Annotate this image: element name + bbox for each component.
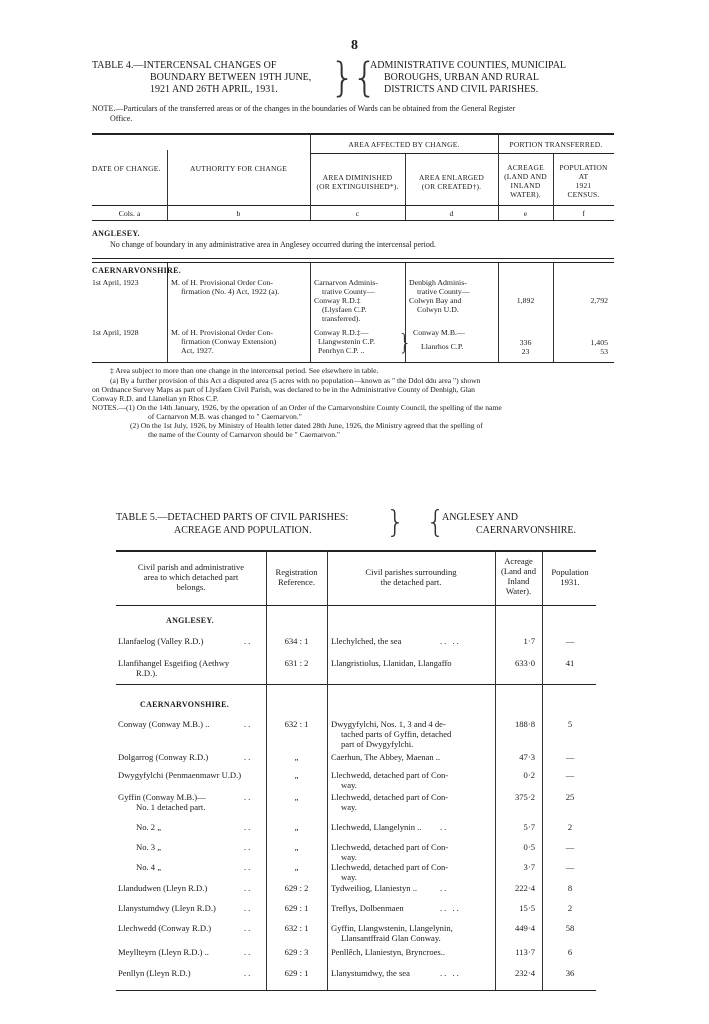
header-text: (OR EXTINGUISHED*).: [316, 182, 399, 191]
table4-divider: [310, 263, 311, 362]
table-row-acreage: 3·7: [523, 862, 535, 872]
header-text: WATER).: [510, 190, 541, 199]
header-civil-parish: [116, 562, 266, 592]
table-row-registration: „: [294, 842, 299, 852]
leader-dots: ..: [244, 947, 253, 957]
cell-line: Conway (Conway M.B.) ..: [118, 719, 210, 729]
cell-line: 53: [600, 347, 608, 356]
table-row-surrounding: [331, 883, 493, 893]
header-text: Water).: [505, 586, 532, 596]
table5-title-line2: ACREAGE AND POPULATION.: [174, 525, 312, 536]
cell-line: way.: [341, 872, 357, 882]
header-date-of-change: DATE OF CHANGE.: [92, 164, 161, 173]
table-row-surrounding: [331, 923, 493, 943]
cell-line: transferred).: [322, 314, 361, 323]
cell-line: Tydweiliog, Llaniestyn ..: [331, 883, 418, 893]
header-text: INLAND: [510, 181, 541, 190]
table-row-population: 41: [565, 658, 575, 668]
cell-line: Llangwstenin C.P.: [318, 337, 375, 346]
cell-line: Llansantffraid Glan Conway.: [341, 933, 441, 943]
table5-top-rule: [116, 550, 596, 552]
table5-section-caernarvonshire: CAERNARVONSHIRE.: [140, 700, 230, 709]
table-row-population: —: [565, 752, 575, 762]
leader-dots: ..: [244, 636, 253, 646]
table4-anglesey-rule: [92, 258, 614, 259]
header-text: Inland: [507, 576, 530, 586]
row1-acreage: 1,892: [516, 296, 535, 305]
cell-line: Caerhun, The Abbey, Maenan ..: [331, 752, 441, 762]
header-text: Reference.: [278, 577, 315, 587]
cell-line: Colwyn U.D.: [417, 305, 459, 314]
table-row-population: 5: [567, 719, 573, 729]
table-row-parish: [118, 923, 264, 933]
section-anglesey: ANGLESEY.: [92, 229, 140, 238]
cell-line: 336: [519, 338, 532, 347]
header-text: the detached part.: [380, 577, 442, 587]
cell-line: Llechwedd, detached part of Con-: [331, 792, 449, 802]
row2-diminished: [314, 328, 404, 355]
cell-line: Conway M.B.—: [413, 328, 465, 337]
header-registration: [266, 567, 327, 587]
table-row-acreage: 188·8: [514, 719, 535, 729]
cell-line: Treflys, Dolbenmaen: [331, 903, 404, 913]
note-2-cont: the name of the County of Carnarvon should be " Caernarvon.": [148, 430, 340, 439]
header-text: Acreage: [504, 556, 533, 566]
header-acreage: [498, 163, 553, 199]
cell-line: Llechwedd, detached part of Con-: [331, 842, 449, 852]
header-acreage: [495, 556, 542, 596]
table-row-registration: 632 : 1: [284, 719, 309, 729]
row1-date: 1st April, 1923: [92, 278, 139, 287]
cell-line: Llandudwen (Lleyn R.D.): [118, 883, 208, 893]
note-1: NOTES.—(1) On the 14th January, 1926, by the operation of an Order of the Carnarvonshire County Council, the spelling of the name: [92, 403, 502, 412]
table5-header-rule: [116, 605, 596, 606]
table-row-population: 2: [567, 822, 573, 832]
header-text: (LAND AND: [504, 172, 547, 181]
cell-line: Meyllteyrn (Lleyn R.D.) ..: [118, 947, 209, 957]
cell-line: Dwygyfylchi (Penmaenmawr U.D.): [118, 770, 242, 780]
table-row-population: 25: [565, 792, 575, 802]
table-row-surrounding: [331, 770, 493, 790]
table-row-acreage: 0·5: [523, 842, 535, 852]
table-row-parish: [118, 719, 264, 729]
table-row-parish: [118, 947, 264, 957]
table-row-acreage: 47·3: [519, 752, 535, 762]
table-row-acreage: 232·4: [514, 968, 535, 978]
leader-dots: ..: [244, 923, 253, 933]
table4-title-line2: BOUNDARY BETWEEN 19TH JUNE,: [150, 72, 312, 83]
table-row-surrounding: [331, 658, 493, 668]
cell-line: Llanfihangel Esgeifiog (Aethwy: [118, 658, 230, 668]
cell-line: Llechwedd, detached part of Con-: [331, 770, 449, 780]
table-row-surrounding: [331, 792, 493, 812]
table-row-registration: 629 : 3: [284, 947, 309, 957]
header-text: (OR CREATED†).: [421, 182, 482, 191]
leader-dots: ..: [440, 883, 449, 893]
table4-subtitle-line3: DISTRICTS AND CIVIL PARISHES.: [384, 84, 539, 95]
table-row-acreage: 113·7: [515, 947, 535, 957]
cell-line: Gyffin (Conway M.B.)—: [118, 792, 206, 802]
leader-dots: ..: [244, 752, 253, 762]
cell-line: Llanystumdwy (Lleyn R.D.): [118, 903, 216, 913]
col-label-b: b: [236, 209, 241, 218]
cell-line: Llechwedd, detached part of Con-: [331, 862, 449, 872]
note-2: (2) On the 1st July, 1926, by Ministry of Health letter dated 28th June, 1926, the Ministry agreed that the spelling of: [130, 421, 483, 430]
table-row-population: —: [565, 636, 575, 646]
cell-line: R.D.).: [136, 668, 158, 678]
table5-subtitle-line2: CAERNARVONSHIRE.: [476, 525, 577, 536]
table-row-registration: 629 : 1: [284, 903, 309, 913]
cell-line: Penllyn (Lleyn R.D.): [118, 968, 191, 978]
row2-population: [553, 338, 608, 356]
cell-line: Llechwedd, Llangelynin ..: [331, 822, 422, 832]
table5-subtitle-line1: ANGLESEY AND: [442, 512, 519, 523]
table-row-registration: „: [294, 792, 299, 802]
cell-line: Conway R.D.‡: [314, 296, 361, 305]
table4-anglesey-rule-2: [92, 262, 614, 263]
footnote-a-cont: Conway R.D. and Llanelian yn Rhos C.P.: [92, 394, 219, 403]
table-row-acreage: 0·2: [523, 770, 535, 780]
footnote-a: (a) By a further provision of this Act a disputed area (5 acres with no population—known as " the Ddol ddu area ") shown: [110, 376, 481, 385]
table4-group-rule-2: [498, 153, 614, 154]
cell-line: No. 4 „: [136, 862, 162, 872]
table-row-parish: [118, 842, 264, 852]
cell-line: firmation (Conway Extension): [181, 337, 277, 346]
header-area-enlarged: [405, 173, 498, 191]
col-label-f: f: [582, 209, 585, 218]
col-label-d: d: [449, 209, 454, 218]
table-row-surrounding: [331, 968, 493, 978]
left-brace-icon: {: [352, 55, 378, 101]
header-text: Population: [551, 567, 589, 577]
table4-header-rule: [92, 205, 614, 206]
table5-bottom-rule: [116, 990, 596, 991]
cell-line: Dwygyfylchi, Nos. 1, 3 and 4 de-: [331, 719, 446, 729]
footnote-a-cont: on Ordnance Survey Maps as part of Llysfaen Civil Parish, was declared to be in the Administrative County of Denbigh, Glan: [92, 385, 475, 394]
cell-line: Llechylched, the sea: [331, 636, 402, 646]
table-row-surrounding: [331, 719, 493, 749]
row2-date: 1st April, 1928: [92, 328, 139, 337]
leader-dots: ..: [440, 822, 449, 832]
header-text: AREA ENLARGED: [419, 173, 484, 182]
table-row-registration: 634 : 1: [284, 636, 309, 646]
cell-line: part of Dwygyfylchi.: [341, 739, 414, 749]
cell-line: Penllêch, Llaniestyn, Bryncroes..: [331, 947, 446, 957]
cell-line: No. 2 „: [136, 822, 162, 832]
table-row-registration: 632 : 1: [284, 923, 309, 933]
header-area-affected: AREA AFFECTED BY CHANGE.: [348, 140, 460, 149]
table-row-registration: „: [294, 822, 299, 832]
header-text: Civil parishes surrounding: [365, 567, 457, 577]
table-row-population: 8: [567, 883, 573, 893]
table-row-acreage: 375·2: [514, 792, 535, 802]
table-row-registration: 631 : 2: [284, 658, 309, 668]
right-brace-icon: }: [330, 55, 356, 101]
table-row-population: 58: [565, 923, 575, 933]
footnote-double-dagger: ‡ Area subject to more than one change in the intercensal period. See elsewhere in table.: [110, 366, 379, 375]
table-row-acreage: 1·7: [523, 636, 535, 646]
cell-line: trative County—: [322, 287, 375, 296]
table5-title-line1: TABLE 5.—DETACHED PARTS OF CIVIL PARISHES:: [116, 512, 349, 523]
table-row-parish: [118, 968, 264, 978]
leader-dots: ..: [244, 883, 253, 893]
table4-top-rule: [92, 133, 614, 135]
table-row-population: —: [565, 862, 575, 872]
cell-line: M. of H. Provisional Order Con-: [171, 328, 273, 337]
table-row-registration: „: [294, 752, 299, 762]
table4-note-line1: NOTE.—Particulars of the transferred areas or of the changes in the boundaries of Wards can be obtained from the General Register: [92, 104, 516, 113]
row2-enlarged: [413, 328, 497, 351]
row2-authority: [171, 328, 308, 355]
table-row-surrounding: [331, 862, 493, 882]
header-text: CENSUS.: [567, 190, 600, 199]
table-row-registration: 629 : 1: [284, 968, 309, 978]
table4-title-line1: TABLE 4.—INTERCENSAL CHANGES OF: [92, 60, 277, 71]
header-text: belongs.: [176, 582, 206, 592]
table-row-registration: 629 : 2: [284, 883, 309, 893]
cell-line: Penrhyn C.P. ..: [318, 346, 365, 355]
leader-dots: .. ..: [440, 903, 461, 913]
table-row-registration: „: [294, 862, 299, 872]
cell-line: tached parts of Gyffin, detached: [341, 729, 452, 739]
cell-line: 1,405: [590, 338, 608, 347]
table-row-parish: [118, 770, 264, 780]
cell-line: (Llysfaen C.P.: [322, 305, 367, 314]
leader-dots: ..: [244, 719, 253, 729]
table-row-population: —: [565, 842, 575, 852]
cell-line: Llanrhos C.P.: [421, 342, 464, 351]
cell-line: Gyffin, Llangwstenin, Llangelynin,: [331, 923, 453, 933]
table-row-acreage: 15·5: [519, 903, 535, 913]
cell-line: Act, 1927.: [181, 346, 214, 355]
header-text: POPULATION: [559, 163, 608, 172]
table-row-parish: [118, 903, 264, 913]
header-text: 1921: [575, 181, 592, 190]
table5-divider: [327, 551, 328, 990]
leader-dots: .. ..: [440, 968, 461, 978]
table-row-surrounding: [331, 822, 493, 832]
table-row-parish: [118, 792, 264, 812]
cell-line: Llangristiolus, Llanidan, Llangaffo: [331, 658, 452, 668]
cell-line: way.: [341, 852, 357, 862]
table-row-population: —: [565, 770, 575, 780]
table-row-surrounding: [331, 947, 493, 957]
cell-line: Colwyn Bay and: [409, 296, 462, 305]
leader-dots: ..: [244, 822, 253, 832]
cell-line: Conway R.D.‡—: [314, 328, 369, 337]
cell-line: way.: [341, 802, 357, 812]
header-area-diminished: [310, 173, 405, 191]
row1-enlarged: [409, 278, 497, 314]
table4-title-right: [370, 60, 624, 96]
cell-line: 23: [521, 347, 530, 356]
leader-dots: ..: [244, 842, 253, 852]
row1-diminished: [314, 278, 404, 323]
cell-line: firmation (No. 4) Act, 1922 (a).: [181, 287, 280, 296]
table4-collabel-rule: [92, 220, 614, 221]
header-text: AREA DIMINISHED: [322, 173, 393, 182]
table-row-population: 6: [567, 947, 573, 957]
col-label-e: e: [523, 209, 528, 218]
leader-dots: ..: [244, 903, 253, 913]
table4-subtitle-line1: ADMINISTRATIVE COUNTIES, MUNICIPAL: [370, 60, 567, 71]
header-population: [542, 567, 598, 587]
cell-line: Carnarvon Adminis-: [314, 278, 378, 287]
col-label-c: c: [355, 209, 360, 218]
header-population: [553, 163, 614, 199]
table4-title-left: [92, 60, 332, 96]
table4-title: [92, 55, 622, 110]
leader-dots: .. ..: [440, 636, 461, 646]
row1-authority: [171, 278, 308, 296]
right-brace-icon: }: [386, 505, 406, 540]
cell-line: Llanystumdwy, the sea: [331, 968, 410, 978]
table-row-surrounding: [331, 636, 493, 646]
table4-divider: [167, 263, 168, 362]
cell-line: way.: [341, 780, 357, 790]
table-row-acreage: 5·7: [523, 822, 535, 832]
page-number: 8: [351, 38, 358, 53]
header-text: ACREAGE: [507, 163, 544, 172]
table4-group-rule: [310, 153, 498, 154]
table4-title-line3: 1921 AND 26TH APRIL, 1931.: [150, 84, 278, 95]
header-portion-transferred: PORTION TRANSFERRED.: [509, 140, 603, 149]
cell-line: No. 3 „: [136, 842, 162, 852]
table4-subtitle-line2: BOROUGHS, URBAN AND RURAL: [384, 72, 540, 83]
cell-line: trative County—: [417, 287, 470, 296]
table4-note: [92, 104, 622, 123]
cell-line: No. 1 detached part.: [136, 802, 206, 812]
table4-bottom-rule: [92, 362, 614, 363]
cell-line: Llechwedd (Conway R.D.): [118, 923, 212, 933]
row2-acreage: [498, 338, 553, 356]
header-text: 1931.: [560, 577, 580, 587]
header-text: AT: [578, 172, 589, 181]
table5-title: [116, 505, 606, 542]
table-row-acreage: 449·4: [514, 923, 535, 933]
table-row-surrounding: [331, 752, 493, 762]
leader-dots: ..: [244, 968, 253, 978]
header-surrounding: [327, 567, 495, 587]
table-row-registration: „: [294, 770, 299, 780]
table-row-population: 2: [567, 903, 573, 913]
cell-line: Dolgarrog (Conway R.D.): [118, 752, 209, 762]
table-row-parish: [118, 822, 264, 832]
leader-dots: ..: [244, 862, 253, 872]
note-1-cont: of Carnarvon M.B. was changed to " Caernarvon.": [148, 412, 302, 421]
anglesey-no-change-text: No change of boundary in any administrative area in Anglesey occurred during the intercensal period.: [110, 240, 436, 249]
left-brace-icon: {: [426, 505, 446, 540]
header-text: Civil parish and administrative: [137, 562, 245, 572]
leader-dots: ..: [244, 792, 253, 802]
table-row-parish: [118, 883, 264, 893]
table-row-acreage: 633·0: [514, 658, 535, 668]
table-row-surrounding: [331, 842, 493, 862]
table5-section-anglesey: ANGLESEY.: [166, 616, 214, 625]
row1-population: 2,792: [590, 296, 608, 305]
right-brace-icon: }: [398, 331, 412, 356]
header-text: area to which detached part: [143, 572, 239, 582]
table-row-parish: [118, 636, 264, 646]
header-text: (Land and: [500, 566, 537, 576]
cell-line: Denbigh Adminis-: [409, 278, 467, 287]
table-row-parish: [118, 752, 264, 762]
cell-line: M. of H. Provisional Order Con-: [171, 278, 273, 287]
table-row-acreage: 222·4: [514, 883, 535, 893]
table-row-parish: [118, 862, 264, 872]
table-row-parish: [118, 658, 264, 678]
table4-note-line2: Office.: [110, 113, 133, 123]
table-row-population: 36: [565, 968, 575, 978]
col-label-a: Cols. a: [118, 209, 141, 218]
section-caernarvonshire: CAERNARVONSHIRE.: [92, 266, 182, 275]
table-row-surrounding: [331, 903, 493, 913]
header-authority: AUTHORITY FOR CHANGE: [189, 164, 288, 173]
table5-section-rule: [116, 684, 596, 685]
header-text: Registration: [275, 567, 318, 577]
cell-line: Llanfaelog (Valley R.D.): [118, 636, 204, 646]
